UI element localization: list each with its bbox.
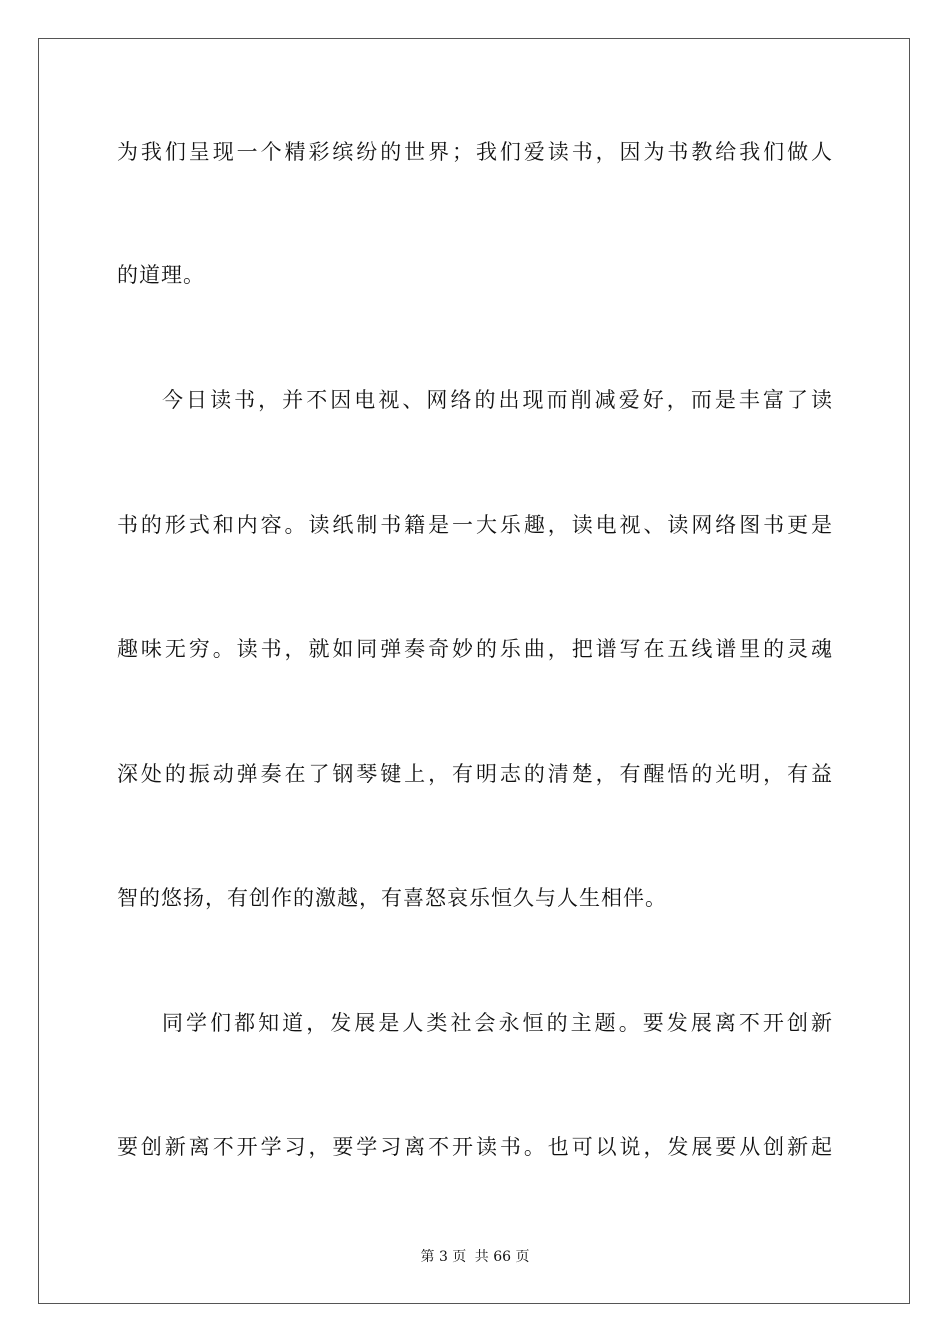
text-line: 趣味无穷。读书，就如同弹奏奇妙的乐曲，把谱写在五线谱里的灵魂 (117, 637, 833, 661)
text-line: 深处的振动弹奏在了钢琴键上，有明志的清楚，有醒悟的光明，有益 (117, 762, 833, 786)
page-footer (0, 1248, 950, 1266)
text-line: 的道理。 (117, 263, 205, 287)
text-line: 为我们呈现一个精彩缤纷的世界；我们爱读书，因为书教给我们做人 (117, 140, 833, 164)
text-line: 同学们都知道，发展是人类社会永恒的主题。要发展离不开创新 (162, 1011, 833, 1035)
total-pages: 共 66 页 (474, 1249, 530, 1265)
text-line: 今日读书，并不因电视、网络的出现而削减爱好，而是丰富了读 (162, 388, 833, 412)
text-line: 要创新离不开学习，要学习离不开读书。也可以说，发展要从创新起 (117, 1135, 833, 1159)
page-border (38, 38, 910, 1304)
text-line: 书的形式和内容。读纸制书籍是一大乐趣，读电视、读网络图书更是 (117, 513, 833, 537)
text-line: 智的悠扬，有创作的激越，有喜怒哀乐恒久与人生相伴。 (117, 886, 667, 910)
page-number: 第 3 页 (420, 1249, 467, 1265)
